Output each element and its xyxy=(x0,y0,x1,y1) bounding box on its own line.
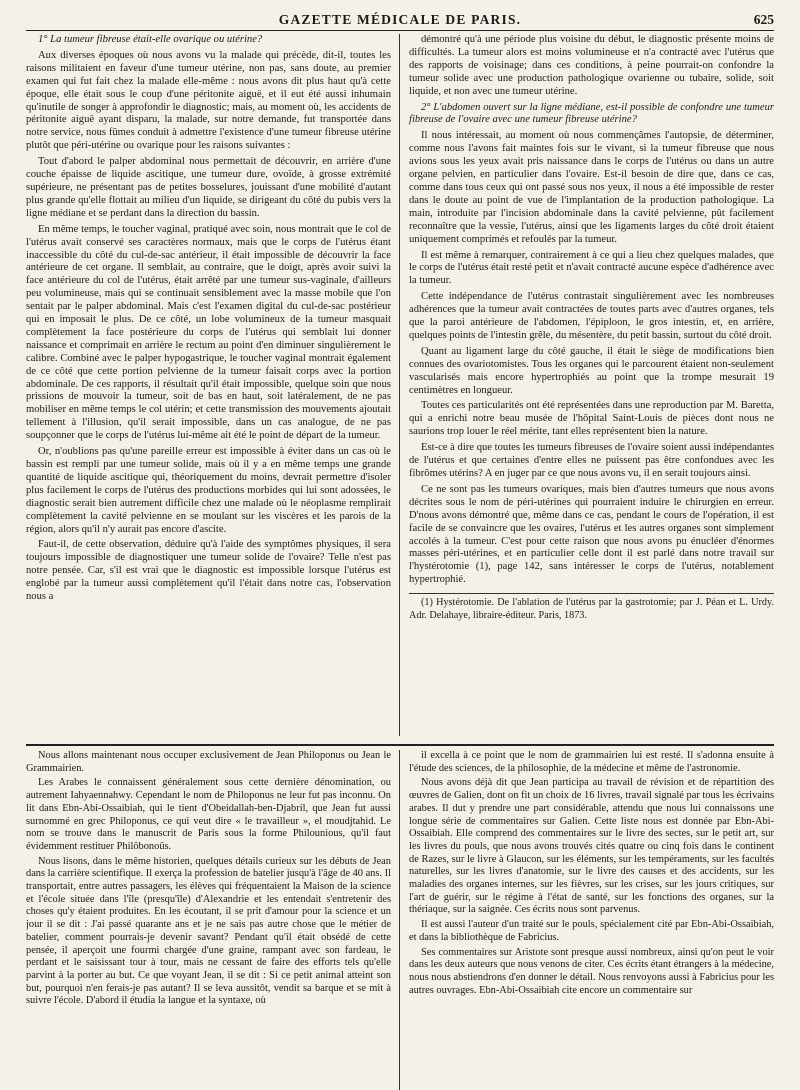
paragraph: il excella à ce point que le nom de grammairien lui est resté. Il s'adonna ensuite à l'étude des sciences, de la philosophie, de la médecine et même de l'astronomie. xyxy=(409,750,774,774)
paragraph: Quant au ligament large du côté gauche, il était le siège de modifications bien connues des ovariotomistes. Tous les organes qui le parcourent étaient non-seulement vascularisés mais encore hypertrophiés au point que la trompe mesurait 19 centimètres en longueur. xyxy=(409,345,774,396)
paragraph: Les Arabes le connaissent généralement sous cette dernière dénomination, ou autrement Iahyaennahwy. Cependant le nom de Philoponus ne leur fut pas inconnu. On lit dans Ebn-Abi-Ossaibiah, qui le tient d'Obeidallah-ben-Djabril, que Jean fut aussi surnommé en grec Philoponus, ce qui veut dire « le travailleur », el moudjtahid. Le nom se trouve dans le manuscrit de Paris sous la forme Philounious, qu'il faut évidemment restituer Philôbonoûs. xyxy=(26,777,391,852)
paragraph: Nous lisons, dans le même historien, quelques détails curieux sur les débuts de Jean dans la carrière scientifique. Il exerça la profession de batelier jusqu'à l'âge de 40 ans. Il transportait, entre autres passagers, les élèves qui fréquentaient la Maison de la science et l'école située dans l'île (presqu'île) d'Alexandrie et les entendait s'entretenir des choses qu'y étaient produites. En les écoutant, il se prit d'amour pour la science et un jour il se dit : J'ai passé quarante ans et je ne sais pas autre chose que le métier de batelier, comment pourrais-je devenir savant? Pendant qu'il était obsédé de cette pensée, il aperçoit une fourmi chargée d'une graine, rampant avec son fardeau, le perdant et le saisissant tour à tour, mais ne cessant de faire des efforts tels qu'elle parvint à la porter au but. Ce que voyant Jean, il se dit : Si ce petit animal atteint son but, pourquoi n'en ferais-je pas autant? Il se leva aussitôt, vendit sa barque et se mit à suivre l'école. D'abord il étudia la langue et la syntaxe, où xyxy=(26,855,391,1007)
upper-left-column xyxy=(26,34,400,736)
lower-article xyxy=(26,750,774,1090)
footnote: (1) Hystérotomie. De l'ablation de l'utérus par la gastrotomie; par J. Péan et L. Urdy. Adr. Delahaye, libraire-éditeur. Paris, 1873. xyxy=(409,593,774,622)
lower-left-column xyxy=(26,750,400,1090)
page-number: 625 xyxy=(753,12,774,27)
paragraph: Il est même à remarquer, contrairement à ce qui a lieu chez quelques malades, que le corps de l'utérus était resté petit et n'avait contracté aucune espèce d'adhérence avec la tumeur. xyxy=(409,249,774,287)
paragraph: démontré qu'à une période plus voisine du début, le diagnostic présente moins de difficultés. La tumeur alors est moins volumineuse et n'a contracté avec l'utérus que des rapports de voisinage; dans ces conditions, à peine pourrait-on confondre la tumeur solide avec une production pathologique ovarienne ou tubaire, solide, soit liquide, et non avec une tumeur utérine. xyxy=(409,34,774,97)
section-divider xyxy=(26,744,774,746)
paragraph: Faut-il, de cette observation, déduire qu'à l'aide des symptômes physiques, il sera toujours impossible de diagnostiquer une tumeur solide de l'ovaire? Telle n'est pas notre pensée. Car, s'il est vrai que le diagnostic est impossible lorsque l'utérus est englobé par la tumeur aussi complètement qu'il l'était dans notre cas, l'observation nous a xyxy=(26,539,391,603)
paragraph: Tout d'abord le palper abdominal nous permettait de découvrir, en arrière d'une couche épaisse de liquide ascitique, une tumeur dure, ovoïde, à grosse extrémité supérieure, ne présentant pas de petites bosselures, jouissant d'une mobilité d'autant plus grande qu'elle flottait au milieu d'un liquide, se dirigeant du côté du pubis vers la ligne médiane et se perdant dans la direction du bassin. xyxy=(26,156,391,219)
page-header xyxy=(26,10,774,31)
paragraph: Aux diverses époques où nous avons vu la malade qui précède, dit-il, toutes les raisons militaient en faveur d'une tumeur utérine, non pas, sans doute, au premier examen qui fut fait chez la malade elle-même : nous avons dit plus haut qu'à cette époque, elle était sous le coup d'une péritonite aiguë, et il eut été aussi inhumain qu'inutile de songer à approfondir le diagnostic; mais, au moment où, les accidents de péritonite aiguë ayant disparu, la malade, sur notre demande, fut transportée dans notre service, nous fûmes conduit à admettre l'existence d'une tumeur fibreuse utérine plutôt que péri-utérine ou ovarique pour les raisons suivantes : xyxy=(26,49,391,152)
paragraph: Or, n'oublions pas qu'une pareille erreur est impossible à éviter dans un cas où le bassin est rempli par une tumeur solide, mais où il y a en même temps une grande quantité de liquide ascitique qui, théoriquement du moins, devrait permettre d'isoler plus facilement le corps de l'utérus des productions morbides qui lui sont adossées, le diagnostic serait bien autrement difficile chez une malade où le néoplasme remplirait complètement la cavité pelvienne en se moulant sur les viscères et les parois de la région, alors qu'il n'y aurait pas encore d'ascite. xyxy=(26,446,391,535)
paragraph: Nous allons maintenant nous occuper exclusivement de Jean Philoponus ou Jean le Grammairien. xyxy=(26,750,391,774)
paragraph: Il est aussi l'auteur d'un traité sur le pouls, spécialement cité par Ebn-Abi-Ossaibiah, et dans la bibliothèque de Fabricius. xyxy=(409,919,774,943)
paragraph: En même temps, le toucher vaginal, pratiqué avec soin, nous montrait que le col de l'utérus avait conservé ses caractères normaux, mais que le corps de l'utérus étant inaccessible du côté du cul-de-sac antérieur, il était impossible de découvrir la face antérieure de cet organe. Il semblait, au contraire, que le doigt, après avoir suivi la face antérieure du col de l'utérus, était arrêté par une tumeur sus-vaginale, d'ailleurs peu volumineuse, mais qui se continuait sensiblement avec la masse mobile que l'on sentait par le palper abdominal. Mais c'est l'examen digital du cul-de-sac postérieur qui en imposait le plus. De ce côté, un lobe volumineux de la tumeur masquait complètement la face postérieure du corps de l'utérus qui semblait lui donner naissance et comprimait en arrière le rectum au point d'en diminuer singulièrement le calibre. Combiné avec le palper hypogastrique, le toucher vaginal montrait également de ce côté que cette portion pelvienne de la tumeur faisait corps avec la portion abdominale. De ces rapports, il résultait qu'il était impossible, quelque soin que nous prissions de mouvoir la tumeur, soit de bas en haut, soit latéralement, de ne pas mobiliser en même temps le col utérin; et cette transmission des mouvements ajoutait tellement à l'illusion, qu'il serait impossible, dans un cas analogue, de ne pas soupçonner que le corps de l'utérus lui-même ait été le point de départ de la tumeur. xyxy=(26,223,391,442)
paragraph: Ses commentaires sur Aristote sont presque aussi nombreux, ainsi qu'on peut le voir dans les deux auteurs que nous venons de citer. Ces écrits étant étrangers à la médecine, nous nous abstiendrons d'en donner le détail. Nous renvoyons aussi à Fabricius pour les autres ouvrages. Ebn-Abi-Ossaibiah cite encore un commentaire sur xyxy=(409,946,774,996)
upper-right-column xyxy=(400,34,774,736)
section-question: 1° La tumeur fibreuse était-elle ovarique ou utérine? xyxy=(38,34,263,45)
lower-right-column xyxy=(400,750,774,1090)
paragraph: Est-ce à dire que toutes les tumeurs fibreuses de l'ovaire soient aussi indépendantes de l'utérus et que certaines d'entre elles ne puissent pas être confondues avec les fibrômes utérins? A en juger par ce que nous avons vu, il en serait toujours ainsi. xyxy=(409,442,774,479)
section-question: 2° L'abdomen ouvert sur la ligne médiane, est-il possible de confondre une tumeur fibreuse de l'ovaire avec une tumeur fibreuse utérine? xyxy=(409,101,774,126)
paragraph: Ce ne sont pas les tumeurs ovariques, mais bien d'autres tumeurs que nous avons décrites sous le nom de péri-utérines qui pourraient induire le chirurgien en erreur. D'nous avons démontré que, même dans ce cas, pendant le cours de l'opération, il est facile de se convaincre que les ovaires, l'utérus et les autres organes sont simplement accolés à la tumeur. C'est pour cette raison que nous avons pu énucléer d'énormes masses péri-utérines, et en particulier celle dont il est parlé dans notre travail sur l'hystérotomie (1), page 142, sans intéresser le corps de l'utérus, notablement hypertrophié. xyxy=(409,483,774,586)
paragraph: Cette indépendance de l'utérus contrastait singulièrement avec les nombreuses adhérences que la tumeur avait contractées de toutes parts avec d'autres organes, tels que la paroi antérieure de l'abdomen, l'épiploon, le gros intestin, et, en arrière, quelques points de l'intestin grêle, du mésentère, du petit bassin, surtout du côté droit. xyxy=(409,291,774,341)
paragraph: Il nous intéressait, au moment où nous commençâmes l'autopsie, de déterminer, comme nous l'avons fait maintes fois sur le vivant, si la tumeur fibreuse que nous avions sous les yeux avait pris naissance dans le corps de l'utérus ou dans un autre organe pelvien, en particulier dans l'ovaire. Est-il besoin de dire que, dans ce cas, comme dans tous ceux qui ont passé sous nos yeux, il nous a été impossible de rester dans le doute au point de vue de l'implantation de la production pathologique. La main, introduite par l'incision abdominale dans la cavité pelvienne, pût facilement reconnaître que la vessie, l'utérus, ainsi que les ligaments larges du côté droit étaient uniquement comprimés et refoulés par la tumeur. xyxy=(409,130,774,245)
paragraph: Toutes ces particularités ont été représentées dans une reproduction par M. Baretta, qui a enrichi notre beau musée de l'hôpital Saint-Louis de pièces dont nous ne saurions trop louer le réel mérite, tant elles représentent bien la nature. xyxy=(409,400,774,438)
upper-article xyxy=(26,34,774,736)
paragraph: Nous avons déjà dit que Jean participa au travail de révision et de répartition des œuvres de Galien, dont on fit un choix de 16 livres, travail signalé par tous les écrivains arabes. Il dut y prendre une part considérable, attendu que nous lui connaissons une longue série de commentaires sur Galien. Cette liste nous est donnée par Ebn-Abi-Ossaibiah. Elle comprend des commentaires sur le livre des sectes, sur le petit art, sur les livres du pouls, que nous avons trouvés cités quatre ou cinq fois dans le continent de Razes, sur le livre à Glaucon, sur les éléments, sur les tempéraments, sur les facultés naturelles, sur les livres d'anatomie, sur le livre des causes et des accidents, sur les maladies des organes internes, sur les fièvres, sur les crises, sur les jours critiques, sur l'art de guérir, sur le régime à l'état de santé, sur les fonctions des organes, sur la thériaque, sur la saignée. Ces écrits nous sont parvenus. xyxy=(409,777,774,916)
journal-title: GAZETTE MÉDICALE DE PARIS. xyxy=(278,12,522,27)
